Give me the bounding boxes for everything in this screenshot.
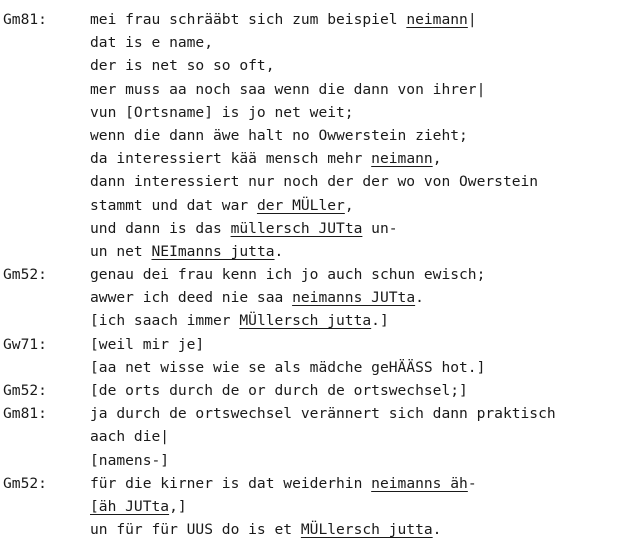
text-segment: aach die| — [90, 428, 170, 446]
text-segment: [aa net wisse wie se als mädche geHÄÄSS hot.] — [90, 358, 486, 376]
utterance-text — [90, 379, 468, 402]
utterance-text — [90, 217, 398, 240]
text-segment: - — [467, 474, 477, 492]
utterance-text — [90, 518, 441, 541]
transcript-line — [0, 31, 635, 54]
utterance-text — [90, 402, 556, 425]
transcript-line — [0, 217, 635, 240]
transcript-line — [0, 495, 635, 518]
utterance-text — [90, 495, 187, 518]
utterance-text — [90, 170, 538, 193]
utterance-text — [90, 472, 477, 495]
text-segment: . — [415, 289, 424, 307]
utterance-text — [90, 263, 485, 286]
transcript-line — [0, 309, 635, 332]
text-segment: dat is e name, — [90, 34, 214, 52]
text-segment: vun [Ortsname] is jo net weit; — [90, 103, 354, 121]
text-segment: . — [432, 521, 442, 539]
utterance-text — [90, 31, 213, 54]
underlined-name: neimann — [371, 150, 433, 168]
utterance-text — [90, 449, 169, 472]
utterance-text — [90, 124, 468, 147]
utterance-text — [90, 356, 485, 379]
utterance-text — [90, 147, 441, 170]
speaker-label: Gm81: — [3, 11, 47, 28]
transcript-line — [0, 263, 635, 286]
text-segment: wenn die dann äwe halt no Owwerstein zieht; — [90, 126, 468, 144]
transcript-line — [0, 101, 635, 124]
underlined-name: neimanns JUTta — [292, 289, 416, 307]
text-segment: . — [274, 242, 284, 260]
underlined-name: NEImanns jutta — [151, 242, 275, 260]
utterance-text — [90, 101, 354, 124]
text-segment: un für für UUS do is et — [90, 521, 301, 539]
transcript-line — [0, 356, 635, 379]
underlined-name: neimanns äh — [371, 474, 468, 492]
utterance-text — [90, 194, 354, 217]
text-segment: ja durch de ortswechsel verännert sich dann praktisch — [90, 405, 556, 423]
transcript-line — [0, 8, 635, 31]
speaker-label: Gm52: — [3, 474, 47, 492]
text-segment: stammt und dat war — [90, 196, 257, 214]
text-segment: .] — [371, 312, 389, 330]
transcript-line — [0, 147, 635, 170]
transcript-line — [0, 379, 635, 402]
utterance-text — [90, 286, 424, 309]
text-segment: der is net so so oft, — [90, 57, 275, 75]
text-segment: und dann is das — [90, 219, 231, 237]
transcript-line — [0, 124, 635, 147]
transcript-line — [0, 54, 635, 77]
underlined-name: der MÜLler — [256, 196, 345, 214]
speaker-label: Gm52: — [3, 266, 47, 284]
text-segment: [de orts durch de or durch de ortswechsel;] — [90, 382, 468, 399]
transcript-line — [0, 449, 635, 472]
transcript — [0, 8, 635, 541]
text-segment: da interessiert kää mensch mehr — [90, 150, 372, 168]
text-segment: awwer ich deed nie saa — [90, 289, 293, 307]
transcript-line — [0, 170, 635, 193]
transcript-line — [0, 286, 635, 309]
underlined-name: [äh JUTta — [90, 497, 170, 515]
text-segment: | — [467, 11, 477, 28]
speaker-label: Gm81: — [3, 405, 47, 423]
text-segment: [weil mir je] — [90, 335, 205, 353]
underlined-name: müllersch JUTta — [230, 219, 363, 237]
utterance-text — [90, 78, 485, 101]
text-segment: ,] — [169, 497, 187, 515]
utterance-text — [90, 333, 204, 356]
speaker-label: Gw71: — [3, 335, 47, 353]
transcript-line — [0, 518, 635, 541]
utterance-text — [90, 425, 169, 448]
text-segment: un net — [90, 242, 152, 260]
transcript-line — [0, 472, 635, 495]
text-segment: [ich saach immer — [90, 312, 240, 330]
transcript-line — [0, 333, 635, 356]
text-segment: , — [432, 150, 442, 168]
transcript-line — [0, 194, 635, 217]
utterance-text — [90, 54, 275, 77]
text-segment: un- — [362, 219, 398, 237]
transcript-line — [0, 78, 635, 101]
text-segment: [namens-] — [90, 451, 170, 469]
underlined-name: MÜllersch jutta — [239, 312, 372, 330]
transcript-line — [0, 240, 635, 263]
text-segment: mei frau schrääbt sich zum beispiel — [90, 11, 407, 28]
utterance-text — [90, 240, 283, 263]
utterance-text — [90, 8, 477, 31]
text-segment: mer muss aa noch saa wenn die dann von ihrer| — [90, 80, 486, 98]
underlined-name: MÜLlersch jutta — [300, 521, 433, 539]
underlined-name: neimann — [406, 11, 468, 28]
transcript-line — [0, 425, 635, 448]
text-segment: für die kirner is dat weiderhin — [90, 474, 372, 492]
transcript-line — [0, 402, 635, 425]
speaker-label: Gm52: — [3, 382, 47, 399]
utterance-text — [90, 309, 389, 332]
text-segment: dann interessiert nur noch der der wo von Owerstein — [90, 173, 539, 191]
text-segment: , — [344, 196, 354, 214]
text-segment: genau dei frau kenn ich jo auch schun ewisch; — [90, 266, 486, 284]
